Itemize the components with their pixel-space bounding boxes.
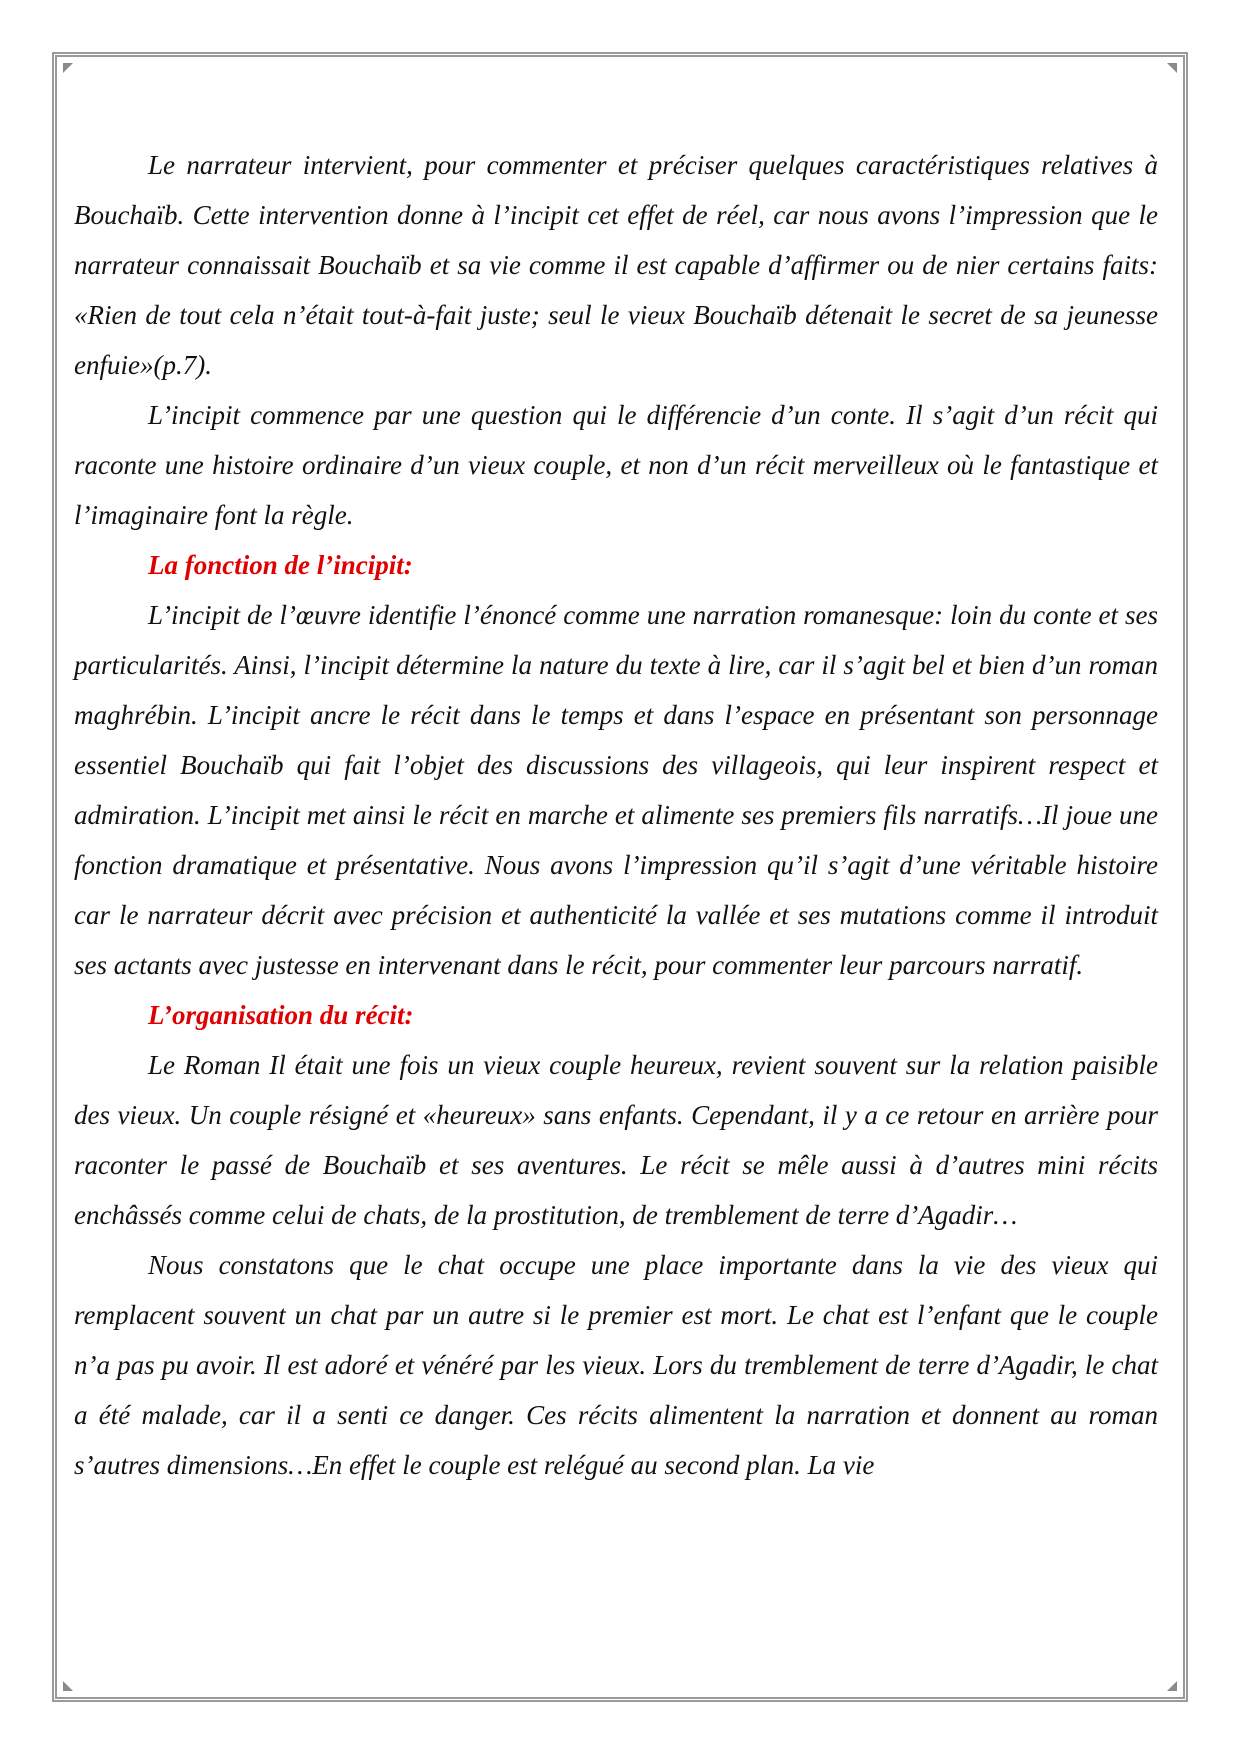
corner-ornament-top-right: [1167, 63, 1177, 73]
section-heading-fonction: La fonction de l’incipit:: [148, 550, 413, 580]
paragraph-organisation: Le Roman Il était une fois un vieux couple heureux, revient souvent sur la relation paisible des vieux. Un couple résigné et «heureux» sans enfants. Cependant, il y a ce retour en arrière pour raconter le passé de Bouchaïb et ses aventures. Le récit se mêle aussi à d’autres mini récits enchâssés comme celui de chats, de la prostitution, de tremblement de terre d’Agadir…: [74, 1050, 1158, 1230]
corner-ornament-bottom-left: [63, 1681, 73, 1691]
paragraph-narrateur: Le narrateur intervient, pour commenter et préciser quelques caractéristiques relatives à Bouchaïb. Cette intervention donne à l’incipit cet effet de réel, car nous avons l’impression que le narrateur connaissait Bouchaïb et sa vie comme il est capable d’affirmer ou de nier certains faits: «Rien de tout cela n’était tout-à-fait juste; seul le vieux Bouchaïb détenait le secret de sa jeunesse enfuie»(p.7).: [74, 150, 1158, 380]
corner-ornament-bottom-right: [1167, 1681, 1177, 1691]
paragraph-chat: Nous constatons que le chat occupe une place importante dans la vie des vieux qui remplacent souvent un chat par un autre si le premier est mort. Le chat est l’enfant que le couple n’a pas pu avoir. Il est adoré et vénéré par les vieux. Lors du tremblement de terre d’Agadir, le chat a été malade, car il a senti ce danger. Ces récits alimentent la narration et donnent au roman s’autres dimensions…En effet le couple est relégué au second plan. La vie: [74, 1250, 1158, 1480]
paragraph-fonction: L’incipit de l’œuvre identifie l’énoncé comme une narration romanesque: loin du conte et ses particularités. Ainsi, l’incipit détermine la nature du texte à lire, car il s’agit bel et bien d’un roman maghrébin. L’incipit ancre le récit dans le temps et dans l’espace en présentant son personnage essentiel Bouchaïb qui fait l’objet des discussions des villageois, qui leur inspirent respect et admiration. L’incipit met ainsi le récit en marche et alimente ses premiers fils narratifs…Il joue une fonction dramatique et présentative. Nous avons l’impression qu’il s’agit d’une véritable histoire car le narrateur décrit avec précision et authenticité la vallée et ses mutations comme il introduit ses actants avec justesse en intervenant dans le récit, pour commenter leur parcours narratif.: [74, 600, 1158, 980]
document-body: [74, 140, 1158, 1490]
section-heading-organisation: L’organisation du récit:: [148, 1000, 414, 1030]
paragraph-incipit-question: L’incipit commence par une question qui le différencie d’un conte. Il s’agit d’un récit qui raconte une histoire ordinaire d’un vieux couple, et non d’un récit merveilleux où le fantastique et l’imaginaire font la règle.: [74, 400, 1158, 530]
corner-ornament-top-left: [63, 63, 73, 73]
